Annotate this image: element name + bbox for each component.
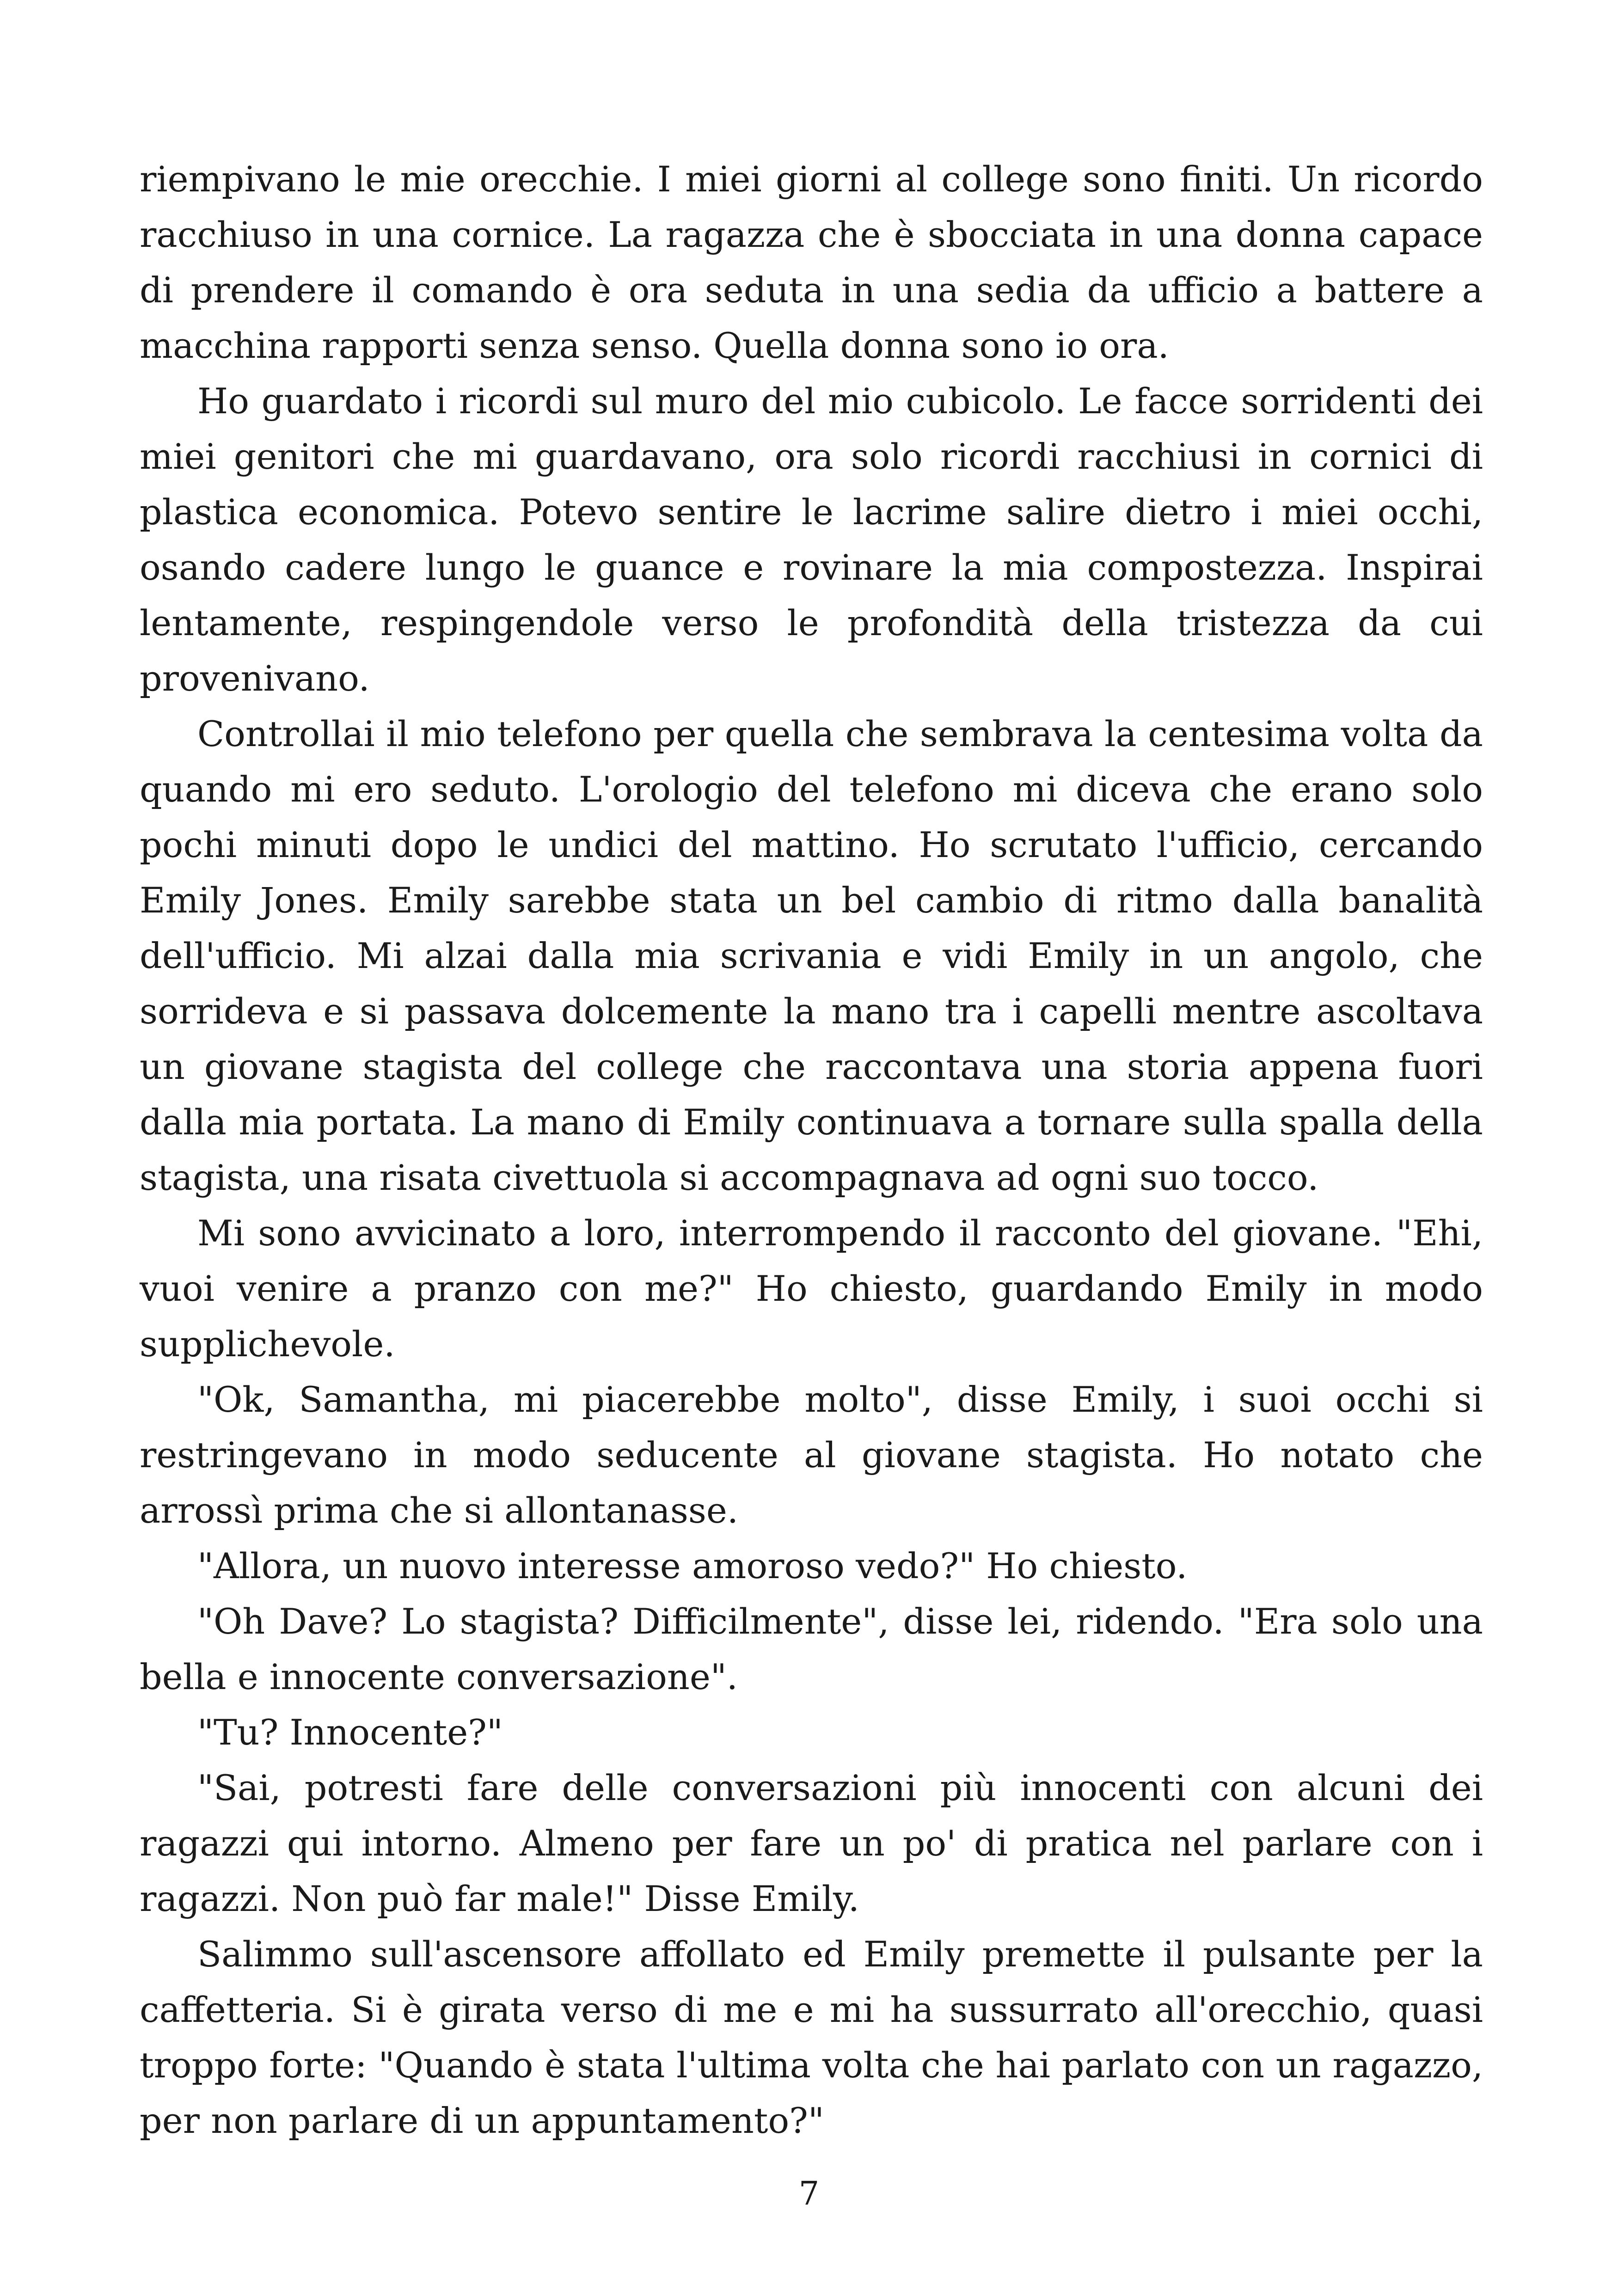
paragraph: "Ok, Samantha, mi piacerebbe molto", disse Emily, i suoi occhi si restringevano in modo seducente al giovane stagista. Ho notato che arrossì prima che si allontanasse. bbox=[140, 1379, 1483, 1531]
paragraph: "Tu? Innocente?" bbox=[197, 1712, 503, 1753]
paragraph: "Sai, potresti fare delle conversazioni più innocenti con alcuni dei ragazzi qui intorno. Almeno per fare un po' di pratica nel parlare con i ragazzi. Non può far male!" Disse Emily. bbox=[140, 1767, 1483, 1919]
paragraph: Mi sono avvicinato a loro, interrompendo il racconto del giovane. "Ehi, vuoi venire a pranzo con me?" Ho chiesto, guardando Emily in modo supplichevole. bbox=[140, 1212, 1483, 1365]
paragraph: "Oh Dave? Lo stagista? Difficilmente", disse lei, ridendo. "Era solo una bella e innocente conversazione". bbox=[140, 1601, 1483, 1697]
body-text bbox=[140, 152, 1483, 2149]
page-number: 7 bbox=[798, 2174, 820, 2212]
paragraph: Salimmo sull'ascensore affollato ed Emily premette il pulsante per la caffetteria. Si è girata verso di me e mi ha sussurrato all'orecchio, quasi troppo forte: "Quando è stata l'ultima volta che hai parlato con un ragazzo, per non parlare di un appuntamento?" bbox=[140, 1934, 1483, 2141]
paragraph: Ho guardato i ricordi sul muro del mio cubicolo. Le facce sorridenti dei miei genitori che mi guardavano, ora solo ricordi racchiusi in cornici di plastica economica. Potevo sentire le lacrime salire dietro i miei occhi, osando cadere lungo le guance e rovinare la mia compostezza. Inspirai lentamente, respingendole verso le profondità della tristezza da cui provenivano. bbox=[140, 380, 1483, 699]
paragraph: riempivano le mie orecchie. I miei giorni al college sono finiti. Un ricordo racchiuso in una cornice. La ragazza che è sbocciata in una donna capace di prendere il comando è ora seduta in una sedia da ufficio a battere a macchina rapporti senza senso. Quella donna sono io ora. bbox=[140, 159, 1483, 366]
paragraph: "Allora, un nuovo interesse amoroso vedo?" Ho chiesto. bbox=[197, 1545, 1188, 1586]
paragraph: Controllai il mio telefono per quella che sembrava la centesima volta da quando mi ero seduto. L'orologio del telefono mi diceva che erano solo pochi minuti dopo le undici del mattino. Ho scrutato l'ufficio, cercando Emily Jones. Emily sarebbe stata un bel cambio di ritmo dalla banalità dell'ufficio. Mi alzai dalla mia scrivania e vidi Emily in un angolo, che sorrideva e si passava dolcemente la mano tra i capelli mentre ascoltava un giovane stagista del college che raccontava una storia appena fuori dalla mia portata. La mano di Emily continuava a tornare sulla spalla della stagista, una risata civettuola si accompagnava ad ogni suo tocco. bbox=[140, 713, 1483, 1198]
